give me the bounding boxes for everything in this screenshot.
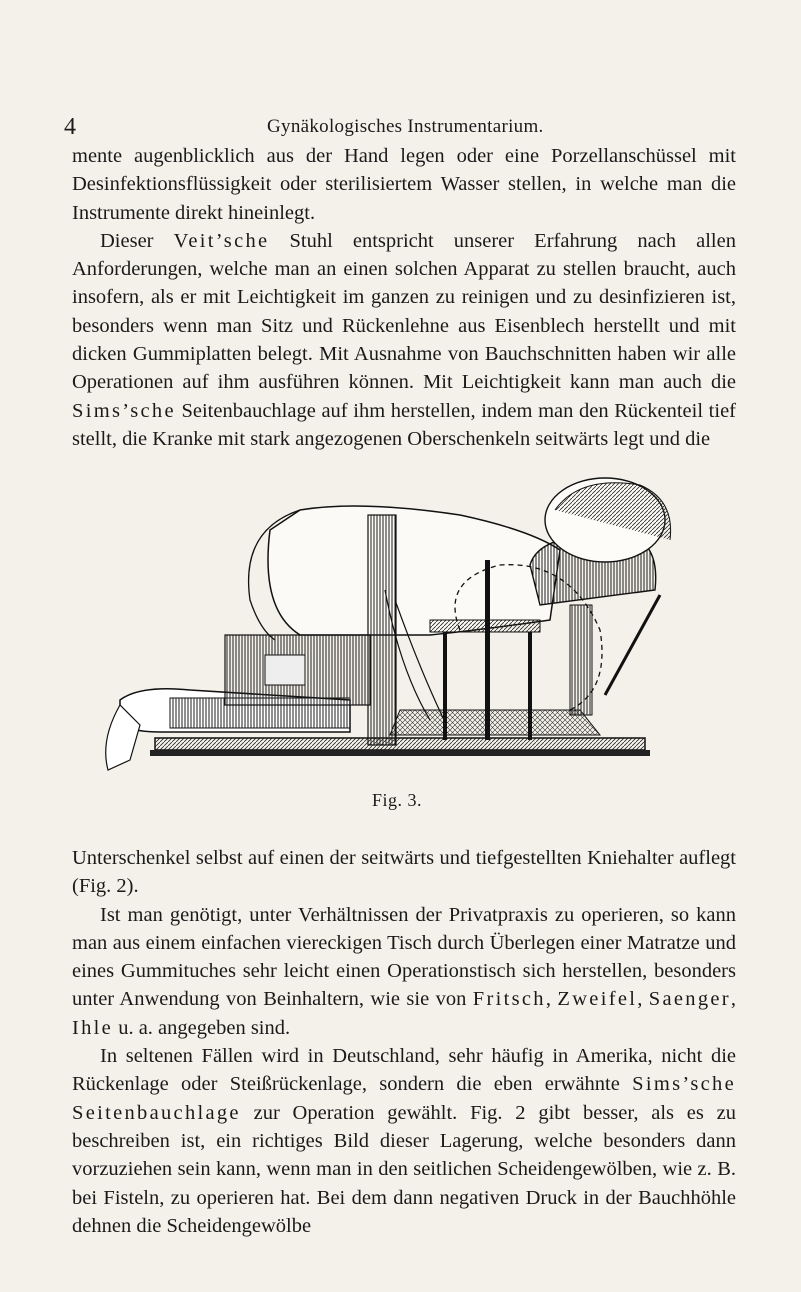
author-name: Fritsch: [472, 988, 546, 1011]
text-run: Dieser: [100, 229, 174, 252]
running-title: Gynäkologisches Instrumentarium.: [267, 116, 544, 137]
text-run: Ist man genötigt, unter Verhältnissen der Privatpraxis zu operieren, so kann man aus einem einfachen viereckigen Tisch durch Überlegen einer Matratze und eines Gummituches sehr leicht einen Operationstisch sich herstellen, besonders unter Anwendung von Beinhaltern, wie sie von: [72, 903, 736, 1011]
author-name: Sims’sche Seitenbauchlage: [72, 1073, 736, 1124]
top-text-block: [72, 142, 736, 453]
text-run: zur Operation gewählt. Fig. 2 gibt besser, als es zu beschreiben ist, ein richtiges Bild dieser Lagerung, welche besonders dann vorzuziehen sein kann, wenn man in den seitlichen Scheidengewölben, wie z. B. bei Fisteln, zu operieren hat. Bei dem dann negativen Druck in der Bauchhöhle dehnen die Scheidengewölbe: [72, 1101, 736, 1237]
running-head: [0, 112, 801, 142]
text-run: Stuhl entspricht unserer Erfahrung nach allen Anforderungen, welche man an einen solchen Apparat zu stellen braucht, auch insofern, als er mit Leichtigkeit im ganzen zu reinigen und zu desinfizieren ist, besonders wenn man Sitz und Rückenlehne aus Eisenblech herstellt und mit dicken Gummiplatten belegt. Mit Ausnahme von Bauchschnitten haben wir alle Operationen auf ihm ausführen können. Mit Leichtigkeit kann man auch die: [72, 229, 736, 394]
figure-caption: Fig. 3.: [372, 790, 423, 810]
paragraph: Unterschenkel selbst auf einen der seitwärts und tiefgestellten Kniehalter auflegt (Fig. 2).: [72, 847, 736, 898]
paragraph: [72, 901, 736, 1042]
text-run: ,: [730, 988, 737, 1011]
author-name: Veit’sche: [173, 229, 270, 252]
paragraph: [72, 227, 736, 453]
bottom-text-block: [72, 844, 736, 1240]
text-run: u. a. angegeben sind.: [113, 1016, 291, 1039]
author-name: Zweifel: [557, 988, 638, 1011]
gynecological-chair-illustration-icon: [100, 470, 700, 780]
author-name: Sims’sche: [72, 399, 176, 422]
text-run: ,: [637, 988, 649, 1011]
text-run: Seitenbauchlage auf ihm herstellen, indem man den Rückenteil tief stellt, die Kranke mit stark angezogenen Oberschenkeln seitwärts legt und die: [72, 399, 736, 450]
figure-illustration: [100, 470, 700, 780]
text-run: In seltenen Fällen wird in Deutschland, sehr häufig in Amerika, nicht die Rückenlage oder Steißrückenlage, sondern die eben erwähnte: [72, 1045, 736, 1096]
paragraph: [72, 1042, 736, 1240]
author-name: Ihle: [72, 1016, 114, 1039]
author-name: Saenger: [648, 988, 731, 1011]
text-run: ,: [545, 988, 558, 1011]
paragraph: mente augenblicklich aus der Hand legen oder eine Porzellanschüssel mit Desinfektionsflüssigkeit oder sterilisiertem Wasser stellen, in welche man die Instrumente direkt hineinlegt.: [72, 145, 736, 224]
page-number: 4: [64, 114, 76, 140]
